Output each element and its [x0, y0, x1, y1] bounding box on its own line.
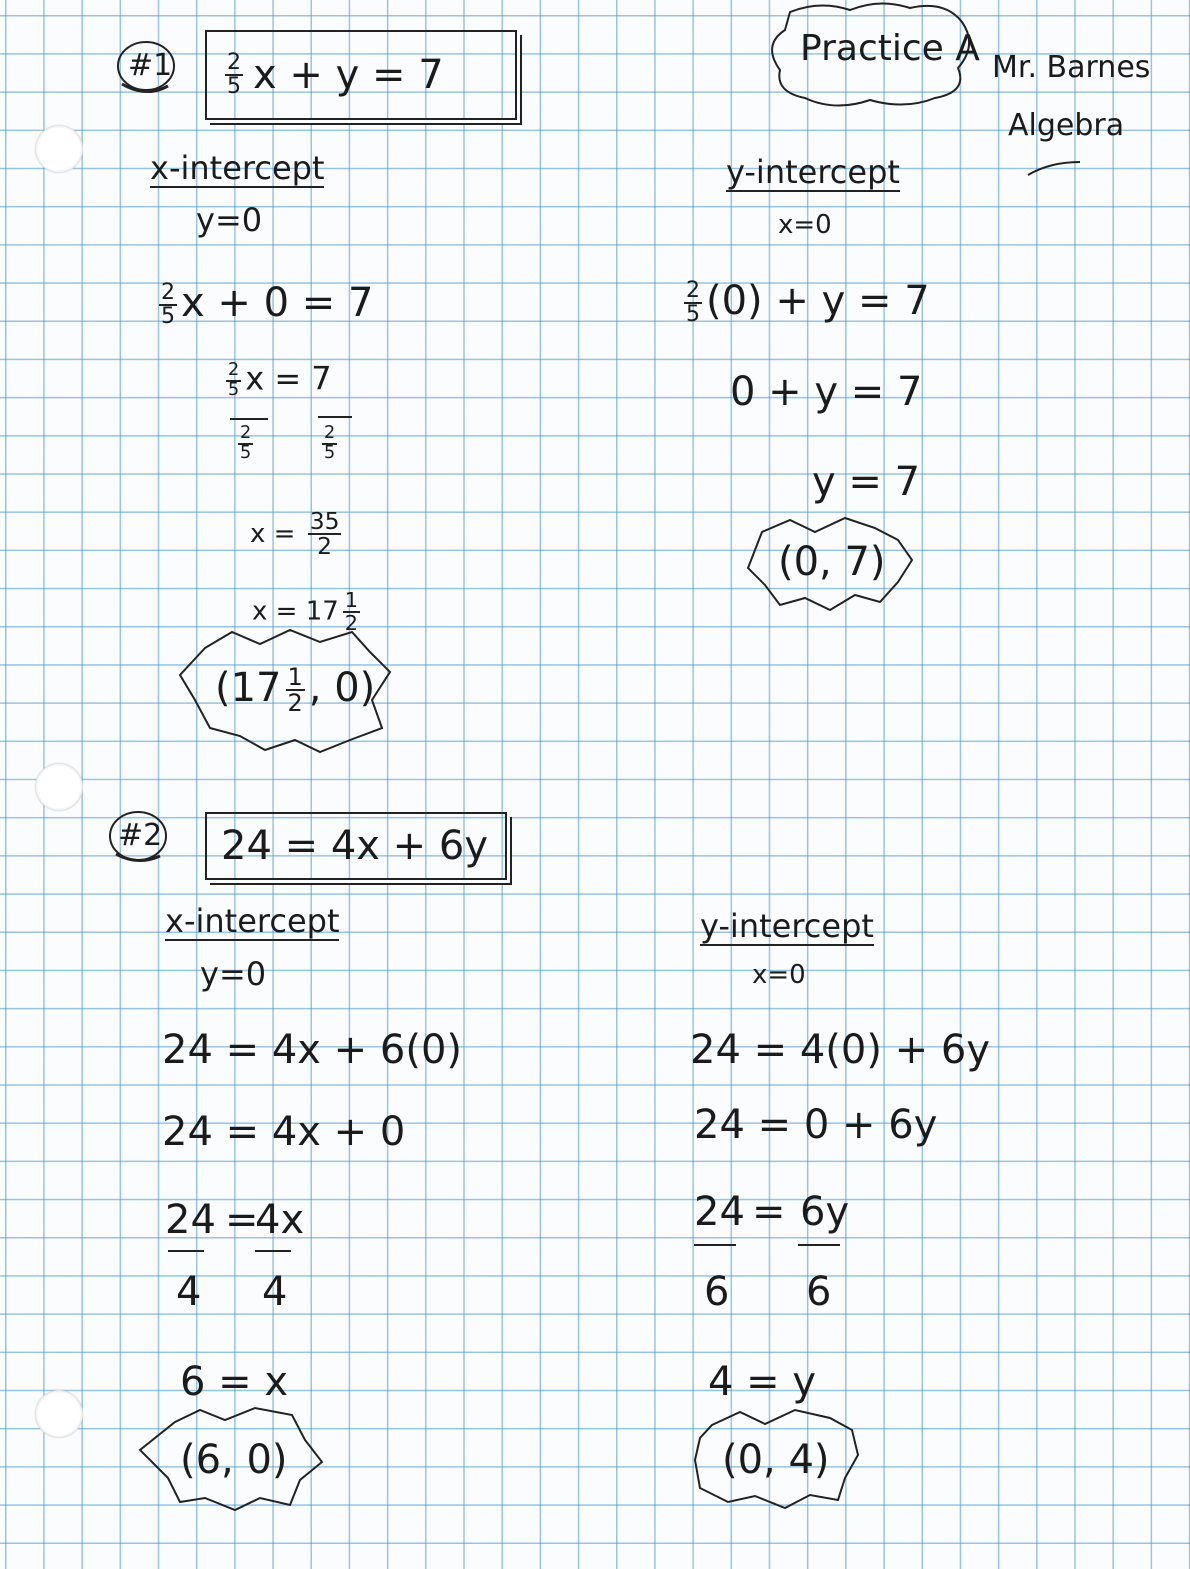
- p2-x-step3-right: 4x: [255, 1197, 305, 1243]
- p2-x-divisor-left: 4: [176, 1269, 202, 1315]
- fraction-denominator: 5: [161, 304, 175, 329]
- p2-x-step1: 24 = 4x + 6(0): [162, 1027, 463, 1073]
- problem-1-equation: [205, 30, 517, 120]
- p1-x-step1-rest: x + 0 = 7: [181, 280, 374, 326]
- division-bar-right: [255, 1250, 291, 1252]
- p2-y-step1: 24 = 4(0) + 6y: [690, 1027, 991, 1073]
- p2-y-step2: 24 = 0 + 6y: [694, 1102, 938, 1148]
- subject-label: Algebra: [1008, 108, 1125, 143]
- p1-x-step4-lhs: x = 17: [252, 596, 339, 627]
- p2-x-intercept-answer: (6, 0): [180, 1437, 288, 1483]
- division-bar-left: [230, 418, 268, 420]
- division-bar-left: [168, 1250, 204, 1252]
- fraction-denominator: 5: [228, 379, 240, 400]
- answer-close: , 0): [308, 665, 376, 711]
- p1-y-intercept-answer: (0, 7): [778, 539, 886, 585]
- problem-2-equation: 24 = 4x + 6y: [205, 812, 507, 880]
- fraction-denominator: 2: [317, 532, 333, 561]
- fraction-numerator: 2: [227, 50, 241, 75]
- worksheet-title: Practice A: [800, 28, 980, 69]
- p1-y-step1: [680, 280, 930, 326]
- fraction-numerator: 1: [344, 588, 359, 612]
- equation-1-rest: x + y = 7: [253, 52, 444, 98]
- p2-x-intercept-heading: x-intercept: [165, 902, 340, 940]
- fraction-numerator: 2: [240, 423, 252, 443]
- division-bar-left: [694, 1244, 736, 1246]
- fraction-numerator: 2: [228, 360, 240, 380]
- p2-y-intercept-condition: x=0: [752, 960, 806, 990]
- p1-x-step3-lhs: x =: [250, 518, 296, 549]
- p1-x-intercept-condition: y=0: [196, 201, 263, 239]
- p2-y-intercept-heading: y-intercept: [700, 907, 874, 945]
- division-bar-right: [318, 416, 352, 418]
- equation-1-fraction: [225, 52, 243, 98]
- p2-x-step3-equals: =: [225, 1197, 259, 1243]
- fraction-numerator: 1: [287, 663, 303, 691]
- p2-y-divisor-left: 6: [704, 1269, 730, 1315]
- p1-x-step3: [250, 507, 345, 561]
- p1-y-step1-rest: (0) + y = 7: [706, 278, 930, 324]
- fraction-denominator: 5: [324, 442, 336, 463]
- fraction-denominator: 5: [227, 74, 241, 99]
- answer-open: (17: [215, 665, 282, 711]
- p1-x-intercept-answer: [215, 665, 375, 715]
- p2-y-step3-equals: =: [752, 1189, 786, 1235]
- fraction-numerator: 2: [686, 278, 700, 303]
- p1-y-intercept-condition: x=0: [778, 210, 832, 240]
- problem-2-label: #2: [118, 818, 163, 853]
- p2-x-step3-left: 24: [165, 1197, 216, 1243]
- p2-y-step3-right: 6y: [800, 1189, 850, 1235]
- p1-x-divisor-right: [318, 425, 341, 462]
- p2-x-divisor-right: 4: [262, 1269, 288, 1315]
- p2-y-intercept-answer: (0, 4): [722, 1437, 830, 1483]
- p1-y-step3: y = 7: [812, 459, 921, 505]
- fraction-denominator: 2: [344, 610, 359, 635]
- p2-y-step4: 4 = y: [708, 1359, 817, 1405]
- fraction-numerator: 2: [161, 280, 175, 305]
- teacher-name: Mr. Barnes: [992, 50, 1151, 85]
- p2-x-step2: 24 = 4x + 0: [162, 1109, 406, 1155]
- p1-x-intercept-heading: x-intercept: [150, 149, 325, 187]
- fraction-numerator: 35: [309, 507, 340, 535]
- p1-x-step4: [252, 590, 364, 634]
- p1-x-step2-rest: x = 7: [245, 359, 332, 398]
- p2-y-step3-left: 24: [694, 1189, 745, 1235]
- fraction-numerator: 2: [324, 423, 336, 443]
- problem-1-label: #1: [128, 48, 173, 83]
- fraction-denominator: 5: [686, 302, 700, 327]
- p2-y-divisor-right: 6: [806, 1269, 832, 1315]
- division-bar-right: [798, 1244, 840, 1246]
- p2-x-step4: 6 = x: [180, 1359, 289, 1405]
- fraction-denominator: 5: [240, 442, 252, 463]
- p1-x-divisor-left: [234, 425, 257, 462]
- p1-x-step2: [222, 359, 332, 400]
- p1-y-intercept-heading: y-intercept: [726, 153, 900, 191]
- p1-x-step1: [155, 282, 373, 328]
- p2-x-intercept-condition: y=0: [200, 955, 267, 993]
- p1-y-step2: 0 + y = 7: [730, 369, 923, 415]
- fraction-denominator: 2: [287, 689, 303, 717]
